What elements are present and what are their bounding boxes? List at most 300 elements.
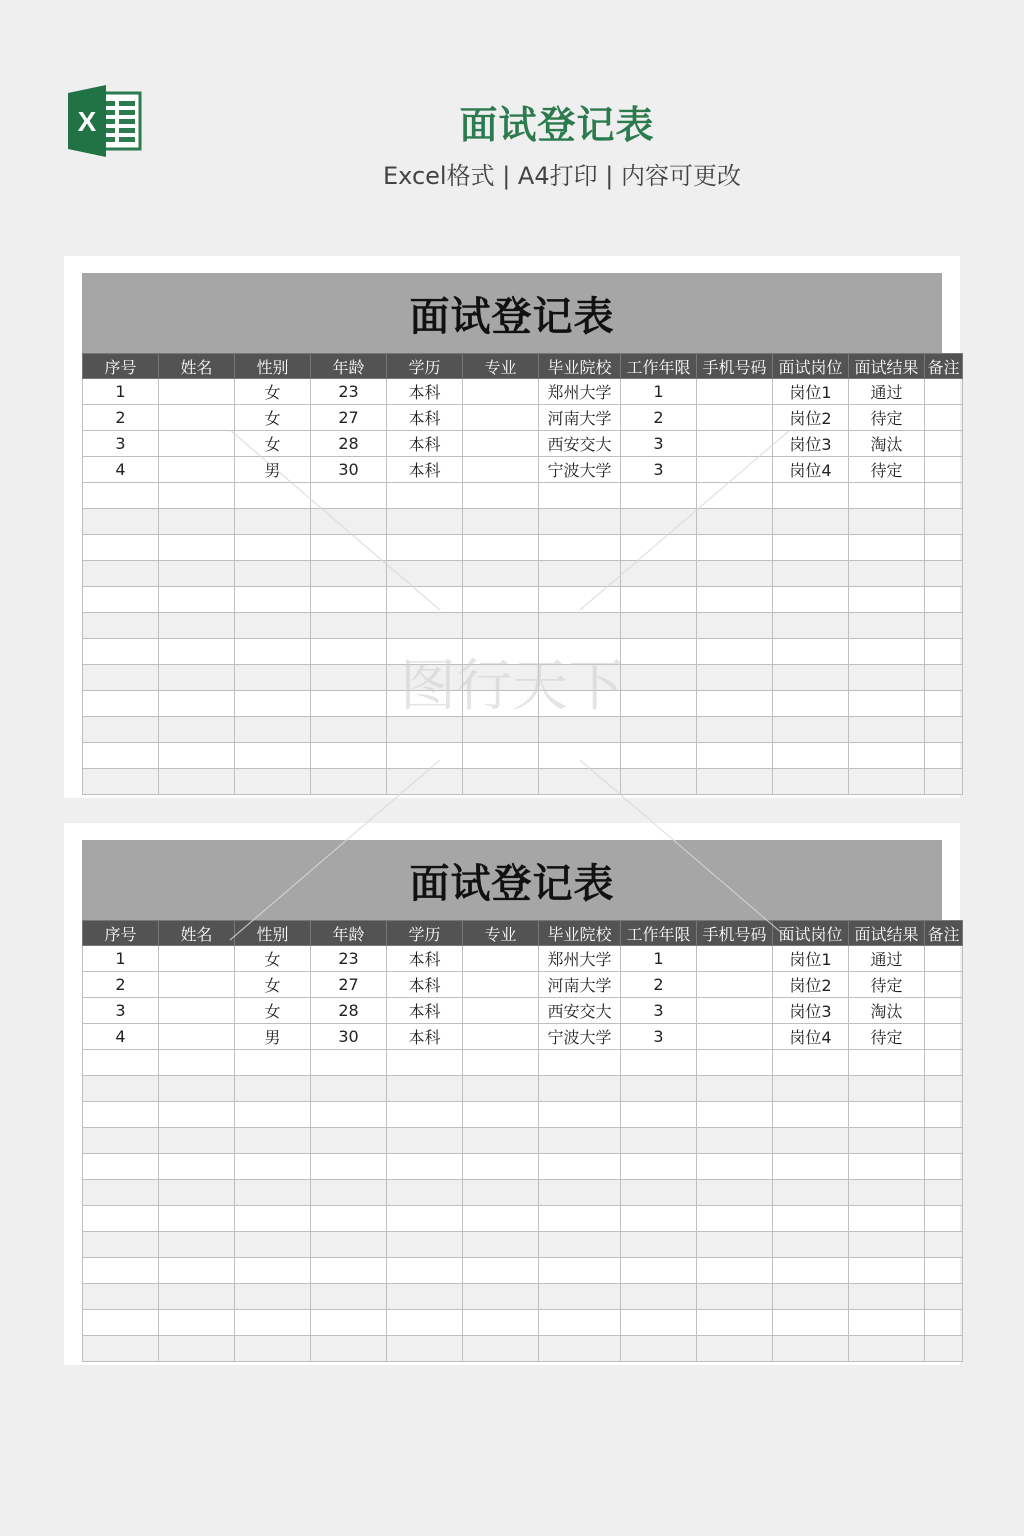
table-cell[interactable] [235,743,311,769]
table-cell[interactable]: 女 [235,972,311,998]
table-cell[interactable] [697,1076,773,1102]
table-cell[interactable] [311,743,387,769]
table-cell[interactable] [83,1180,159,1206]
table-cell[interactable] [925,587,963,613]
table-cell[interactable] [925,1180,963,1206]
table-cell[interactable] [539,1076,621,1102]
table-cell[interactable] [463,972,539,998]
table-cell[interactable] [539,535,621,561]
table-cell[interactable] [925,1232,963,1258]
table-cell[interactable] [925,1336,963,1362]
table-cell[interactable] [311,483,387,509]
table-cell[interactable] [621,535,697,561]
table-cell[interactable] [925,769,963,795]
table-cell[interactable] [159,561,235,587]
table-cell[interactable]: 2 [83,405,159,431]
table-cell[interactable] [83,1284,159,1310]
table-cell[interactable] [463,561,539,587]
table-cell[interactable] [159,639,235,665]
table-cell[interactable] [849,1310,925,1336]
table-cell[interactable] [311,1128,387,1154]
table-cell[interactable] [697,613,773,639]
table-cell[interactable] [621,743,697,769]
table-cell[interactable] [159,483,235,509]
table-cell[interactable]: 女 [235,379,311,405]
table-cell[interactable] [387,691,463,717]
table-cell[interactable] [387,1336,463,1362]
table-cell[interactable] [697,665,773,691]
table-cell[interactable] [387,1284,463,1310]
table-cell[interactable]: 23 [311,946,387,972]
table-cell[interactable] [311,1232,387,1258]
table-cell[interactable] [697,1284,773,1310]
table-cell[interactable] [773,665,849,691]
table-cell[interactable] [311,769,387,795]
table-cell[interactable] [83,483,159,509]
table-cell[interactable]: 郑州大学 [539,946,621,972]
table-cell[interactable]: 宁波大学 [539,1024,621,1050]
table-cell[interactable]: 女 [235,946,311,972]
table-cell[interactable] [697,717,773,743]
table-cell[interactable] [463,457,539,483]
table-cell[interactable] [235,665,311,691]
table-cell[interactable] [849,1206,925,1232]
table-cell[interactable] [697,691,773,717]
table-cell[interactable] [463,405,539,431]
table-cell[interactable] [159,1180,235,1206]
table-cell[interactable] [773,1232,849,1258]
table-cell[interactable] [925,509,963,535]
table-cell[interactable] [83,1336,159,1362]
table-cell[interactable] [697,379,773,405]
table-cell[interactable] [83,1310,159,1336]
table-cell[interactable] [773,1076,849,1102]
table-cell[interactable] [849,1258,925,1284]
table-cell[interactable] [463,998,539,1024]
table-cell[interactable] [621,691,697,717]
table-cell[interactable] [773,1206,849,1232]
table-cell[interactable] [697,1336,773,1362]
table-cell[interactable] [697,946,773,972]
table-cell[interactable]: 待定 [849,457,925,483]
table-cell[interactable] [539,483,621,509]
table-cell[interactable] [387,1258,463,1284]
table-cell[interactable] [387,613,463,639]
table-cell[interactable] [925,1284,963,1310]
table-cell[interactable] [463,535,539,561]
table-cell[interactable] [311,1076,387,1102]
table-cell[interactable] [159,972,235,998]
table-cell[interactable]: 待定 [849,1024,925,1050]
table-cell[interactable]: 30 [311,1024,387,1050]
table-cell[interactable]: 2 [83,972,159,998]
table-cell[interactable] [697,457,773,483]
table-cell[interactable] [621,1050,697,1076]
table-cell[interactable] [159,717,235,743]
table-cell[interactable] [539,665,621,691]
table-cell[interactable]: 河南大学 [539,405,621,431]
table-cell[interactable] [849,483,925,509]
table-cell[interactable] [463,717,539,743]
table-cell[interactable] [311,1258,387,1284]
table-cell[interactable] [159,1336,235,1362]
table-cell[interactable] [621,1284,697,1310]
table-cell[interactable] [621,1128,697,1154]
table-cell[interactable] [849,1232,925,1258]
table-cell[interactable] [621,769,697,795]
table-cell[interactable] [773,769,849,795]
table-cell[interactable] [83,1102,159,1128]
table-cell[interactable] [159,1310,235,1336]
table-cell[interactable] [849,1284,925,1310]
table-cell[interactable] [463,509,539,535]
table-cell[interactable] [463,1050,539,1076]
table-cell[interactable] [463,1232,539,1258]
table-cell[interactable] [849,1050,925,1076]
table-cell[interactable] [925,717,963,743]
table-cell[interactable] [387,1128,463,1154]
table-cell[interactable]: 通过 [849,946,925,972]
table-cell[interactable] [697,998,773,1024]
table-cell[interactable]: 28 [311,998,387,1024]
table-cell[interactable] [387,1180,463,1206]
table-cell[interactable] [387,1310,463,1336]
table-cell[interactable] [235,561,311,587]
table-cell[interactable] [83,509,159,535]
table-cell[interactable] [849,691,925,717]
table-cell[interactable] [83,743,159,769]
table-cell[interactable] [849,769,925,795]
table-cell[interactable] [925,1076,963,1102]
table-cell[interactable] [159,1284,235,1310]
table-cell[interactable] [539,1102,621,1128]
table-cell[interactable] [159,998,235,1024]
table-cell[interactable] [463,1336,539,1362]
table-cell[interactable]: 宁波大学 [539,457,621,483]
table-cell[interactable] [697,509,773,535]
table-cell[interactable] [849,1336,925,1362]
table-cell[interactable]: 27 [311,972,387,998]
table-cell[interactable] [387,509,463,535]
table-cell[interactable] [463,1102,539,1128]
table-cell[interactable] [235,691,311,717]
table-cell[interactable] [697,1232,773,1258]
table-cell[interactable] [697,1128,773,1154]
table-cell[interactable] [849,1076,925,1102]
table-cell[interactable]: 女 [235,998,311,1024]
table-cell[interactable] [463,587,539,613]
table-cell[interactable]: 4 [83,1024,159,1050]
table-cell[interactable] [925,1310,963,1336]
table-cell[interactable] [159,946,235,972]
table-cell[interactable] [697,639,773,665]
table-cell[interactable] [539,1180,621,1206]
table-cell[interactable] [463,379,539,405]
table-cell[interactable] [621,1206,697,1232]
table-cell[interactable]: 1 [83,379,159,405]
table-cell[interactable] [235,1076,311,1102]
table-cell[interactable] [621,483,697,509]
table-cell[interactable] [697,1024,773,1050]
table-cell[interactable] [539,1154,621,1180]
table-cell[interactable]: 本科 [387,1024,463,1050]
table-cell[interactable] [849,743,925,769]
table-cell[interactable] [159,1102,235,1128]
table-cell[interactable] [621,1154,697,1180]
table-cell[interactable]: 本科 [387,405,463,431]
table-cell[interactable] [83,1154,159,1180]
table-cell[interactable] [849,1154,925,1180]
table-cell[interactable] [773,1154,849,1180]
table-cell[interactable]: 郑州大学 [539,379,621,405]
table-cell[interactable] [925,665,963,691]
table-cell[interactable] [159,1232,235,1258]
table-cell[interactable] [621,1076,697,1102]
table-cell[interactable] [311,1180,387,1206]
table-cell[interactable] [387,483,463,509]
table-cell[interactable] [159,613,235,639]
table-cell[interactable]: 待定 [849,972,925,998]
table-cell[interactable]: 岗位1 [773,379,849,405]
table-cell[interactable]: 女 [235,431,311,457]
table-cell[interactable] [925,743,963,769]
table-cell[interactable]: 本科 [387,431,463,457]
table-cell[interactable] [925,1154,963,1180]
table-cell[interactable] [159,691,235,717]
table-cell[interactable] [387,1154,463,1180]
table-cell[interactable] [159,1024,235,1050]
table-cell[interactable]: 男 [235,1024,311,1050]
table-cell[interactable] [773,1310,849,1336]
table-cell[interactable] [773,587,849,613]
table-cell[interactable]: 2 [621,972,697,998]
table-cell[interactable]: 岗位3 [773,998,849,1024]
table-cell[interactable]: 本科 [387,379,463,405]
table-cell[interactable] [539,1336,621,1362]
table-cell[interactable]: 1 [621,379,697,405]
table-cell[interactable] [235,769,311,795]
table-cell[interactable]: 西安交大 [539,431,621,457]
table-cell[interactable] [697,743,773,769]
table-cell[interactable] [925,535,963,561]
table-cell[interactable] [849,1128,925,1154]
table-cell[interactable] [539,1232,621,1258]
table-cell[interactable] [621,639,697,665]
table-cell[interactable] [387,665,463,691]
table-cell[interactable] [773,743,849,769]
table-cell[interactable] [159,769,235,795]
table-cell[interactable] [463,1284,539,1310]
table-cell[interactable] [849,717,925,743]
table-cell[interactable]: 3 [621,998,697,1024]
table-cell[interactable] [539,1128,621,1154]
table-cell[interactable]: 3 [621,457,697,483]
table-cell[interactable] [311,1050,387,1076]
table-cell[interactable] [849,613,925,639]
table-cell[interactable]: 4 [83,457,159,483]
table-cell[interactable]: 河南大学 [539,972,621,998]
table-cell[interactable] [463,1128,539,1154]
table-cell[interactable] [311,1154,387,1180]
table-cell[interactable] [539,1284,621,1310]
table-cell[interactable] [697,535,773,561]
table-cell[interactable]: 男 [235,457,311,483]
table-cell[interactable] [83,1258,159,1284]
table-cell[interactable]: 30 [311,457,387,483]
table-cell[interactable]: 本科 [387,457,463,483]
table-cell[interactable] [925,1258,963,1284]
table-cell[interactable] [83,769,159,795]
table-cell[interactable] [311,613,387,639]
table-cell[interactable]: 本科 [387,998,463,1024]
table-cell[interactable] [235,509,311,535]
table-cell[interactable] [463,743,539,769]
table-cell[interactable] [83,1232,159,1258]
table-cell[interactable] [463,483,539,509]
table-cell[interactable] [925,1024,963,1050]
table-cell[interactable] [697,431,773,457]
table-cell[interactable] [539,1206,621,1232]
table-cell[interactable]: 淘汰 [849,431,925,457]
table-cell[interactable] [235,717,311,743]
table-cell[interactable] [463,613,539,639]
table-cell[interactable] [311,509,387,535]
table-cell[interactable] [539,743,621,769]
table-cell[interactable] [311,665,387,691]
table-cell[interactable] [159,405,235,431]
table-cell[interactable] [849,535,925,561]
table-cell[interactable]: 岗位1 [773,946,849,972]
table-cell[interactable]: 28 [311,431,387,457]
table-cell[interactable] [539,639,621,665]
table-cell[interactable] [387,535,463,561]
table-cell[interactable] [463,1180,539,1206]
table-cell[interactable] [83,691,159,717]
table-cell[interactable] [387,561,463,587]
table-cell[interactable] [159,587,235,613]
table-cell[interactable] [311,717,387,743]
table-cell[interactable]: 本科 [387,972,463,998]
table-cell[interactable] [311,1102,387,1128]
table-cell[interactable]: 待定 [849,405,925,431]
table-cell[interactable] [311,639,387,665]
table-cell[interactable] [925,972,963,998]
table-cell[interactable] [773,535,849,561]
table-cell[interactable] [697,1102,773,1128]
table-cell[interactable] [83,665,159,691]
table-cell[interactable]: 3 [621,1024,697,1050]
table-cell[interactable] [463,639,539,665]
table-cell[interactable] [697,1258,773,1284]
table-cell[interactable] [463,769,539,795]
table-cell[interactable]: 3 [83,998,159,1024]
table-cell[interactable] [697,1310,773,1336]
table-cell[interactable] [539,691,621,717]
table-cell[interactable] [387,1232,463,1258]
table-cell[interactable] [463,1024,539,1050]
table-cell[interactable] [849,639,925,665]
table-cell[interactable] [925,431,963,457]
table-cell[interactable]: 西安交大 [539,998,621,1024]
table-cell[interactable] [235,639,311,665]
table-cell[interactable] [849,561,925,587]
table-cell[interactable] [387,639,463,665]
table-cell[interactable] [925,946,963,972]
table-cell[interactable] [159,535,235,561]
table-cell[interactable] [773,1128,849,1154]
table-cell[interactable] [621,1102,697,1128]
table-cell[interactable] [925,561,963,587]
table-cell[interactable] [621,665,697,691]
table-cell[interactable] [849,1102,925,1128]
table-cell[interactable] [463,431,539,457]
table-cell[interactable] [773,639,849,665]
table-cell[interactable] [697,1206,773,1232]
table-cell[interactable] [235,587,311,613]
table-cell[interactable] [463,946,539,972]
table-cell[interactable] [159,1050,235,1076]
table-cell[interactable] [773,613,849,639]
table-cell[interactable] [773,691,849,717]
table-cell[interactable] [311,1310,387,1336]
table-cell[interactable] [311,1206,387,1232]
table-cell[interactable] [925,1050,963,1076]
table-cell[interactable]: 3 [83,431,159,457]
table-cell[interactable] [773,561,849,587]
table-cell[interactable] [773,1050,849,1076]
table-cell[interactable] [83,717,159,743]
table-cell[interactable]: 淘汰 [849,998,925,1024]
table-cell[interactable] [849,1180,925,1206]
table-cell[interactable]: 岗位2 [773,405,849,431]
table-cell[interactable] [235,1102,311,1128]
table-cell[interactable] [463,665,539,691]
table-cell[interactable] [235,1258,311,1284]
table-cell[interactable] [697,587,773,613]
table-cell[interactable] [621,613,697,639]
table-cell[interactable] [925,405,963,431]
table-cell[interactable] [925,1128,963,1154]
table-cell[interactable] [387,1076,463,1102]
table-cell[interactable] [235,1310,311,1336]
table-cell[interactable] [697,483,773,509]
table-cell[interactable] [463,1258,539,1284]
table-cell[interactable] [773,483,849,509]
table-cell[interactable] [621,1258,697,1284]
table-cell[interactable] [773,1102,849,1128]
table-cell[interactable] [235,1180,311,1206]
table-cell[interactable] [925,998,963,1024]
table-cell[interactable] [849,665,925,691]
table-cell[interactable] [159,1154,235,1180]
table-cell[interactable] [849,587,925,613]
table-cell[interactable] [83,1206,159,1232]
table-cell[interactable] [621,561,697,587]
table-cell[interactable]: 岗位4 [773,1024,849,1050]
table-cell[interactable] [387,587,463,613]
table-cell[interactable] [621,509,697,535]
table-cell[interactable] [621,717,697,743]
table-cell[interactable] [697,1154,773,1180]
table-cell[interactable]: 岗位2 [773,972,849,998]
table-cell[interactable]: 23 [311,379,387,405]
table-cell[interactable] [387,1050,463,1076]
table-cell[interactable] [925,613,963,639]
table-cell[interactable] [83,613,159,639]
table-cell[interactable] [159,509,235,535]
table-cell[interactable] [539,1050,621,1076]
table-cell[interactable]: 岗位3 [773,431,849,457]
